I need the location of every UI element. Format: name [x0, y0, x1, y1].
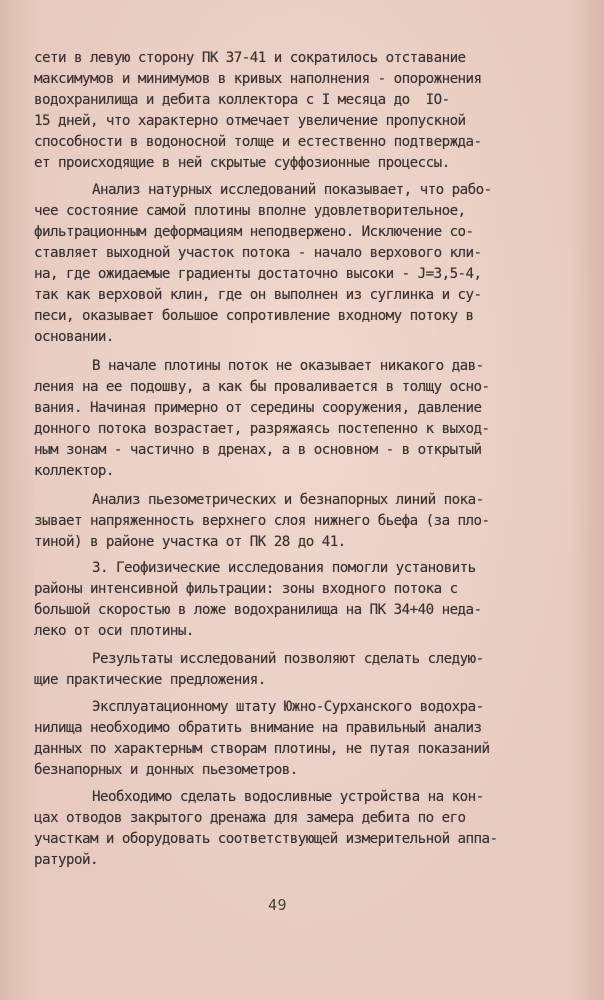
- text-line: донного потока возрастает, разряжаясь постепенно к выход-: [34, 421, 490, 437]
- text-line: безнапорных и донных пьезометров.: [34, 762, 298, 778]
- text-line: чее состояние самой плотины вполне удовлетворительное,: [34, 203, 466, 219]
- text-line: зывает напряженность верхнего слоя нижнего бьефа (за пло-: [34, 513, 490, 529]
- text-line: леко от оси плотины.: [34, 623, 194, 639]
- text-line: ления на ее подошву, а как бы проваливается в толщу осно-: [34, 379, 490, 395]
- text-line: ратурой.: [34, 852, 98, 868]
- text-line: так как верховой клин, где он выполнен из суглинка и су-: [34, 287, 482, 303]
- text-line: участкам и оборудовать соответствующей измерительной аппа-: [34, 831, 498, 847]
- text-line: большой скоростью в ложе водохранилища на ПК 34+40 неда-: [34, 602, 482, 618]
- text-line: водохранилища и дебита коллектора с I месяца до IO-: [34, 92, 450, 108]
- text-line: тиной) в районе участка от ПК 28 до 41.: [34, 534, 346, 550]
- text-line: данных по характерным створам плотины, не путая показаний: [34, 741, 490, 757]
- text-line: ет происходящие в ней скрытые суффозионные процессы.: [34, 155, 450, 171]
- text-line: максимумов и минимумов в кривых наполнения - опорожнения: [34, 71, 482, 87]
- text-line: цах отводов закрытого дренажа для замера дебита по его: [34, 810, 466, 826]
- text-line: сети в левую сторону ПК 37-41 и сократилось отставание: [34, 50, 466, 66]
- text-line: ным зонам - частично в дренах, а в основном - в открытый: [34, 442, 482, 458]
- paragraph-start-line: 3. Геофизические исследования помогли установить: [92, 560, 476, 576]
- text-line: способности в водоносной толще и естественно подтвержда-: [34, 134, 482, 150]
- text-line: фильтрационным деформациям неподвержено. Исключение со-: [34, 224, 474, 240]
- text-line: на, где ожидаемые градиенты достаточно высоки - J=3,5-4,: [34, 266, 482, 282]
- page-number: 49: [268, 896, 288, 914]
- text-line: основании.: [34, 329, 114, 345]
- text-line: районы интенсивной фильтрации: зоны входного потока с: [34, 581, 458, 597]
- paragraph-start-line: Анализ натурных исследований показывает, что рабо-: [92, 182, 492, 198]
- text-line: песи, оказывает большое сопротивление входному потоку в: [34, 308, 474, 324]
- text-line: коллектор.: [34, 463, 114, 479]
- paragraph-start-line: Анализ пьезометрических и безнапорных линий пока-: [92, 492, 484, 508]
- text-line: 15 дней, что характерно отмечает увеличение пропускной: [34, 113, 466, 129]
- text-line: ставляет выходной участок потока - начало верхового кли-: [34, 245, 482, 261]
- paragraph-start-line: В начале плотины поток не оказывает никакого дав-: [92, 358, 484, 374]
- text-line: щие практические предложения.: [34, 672, 266, 688]
- paragraph-start-line: Эксплуатационному штату Южно-Сурханского водохра-: [92, 699, 484, 715]
- text-line: нилища необходимо обратить внимание на правильный анализ: [34, 720, 482, 736]
- text-line: вания. Начиная примерно от середины сооружения, давление: [34, 400, 482, 416]
- paragraph-start-line: Необходимо сделать водосливные устройства на кон-: [92, 789, 484, 805]
- paragraph-start-line: Результаты исследований позволяют сделать следую-: [92, 651, 484, 667]
